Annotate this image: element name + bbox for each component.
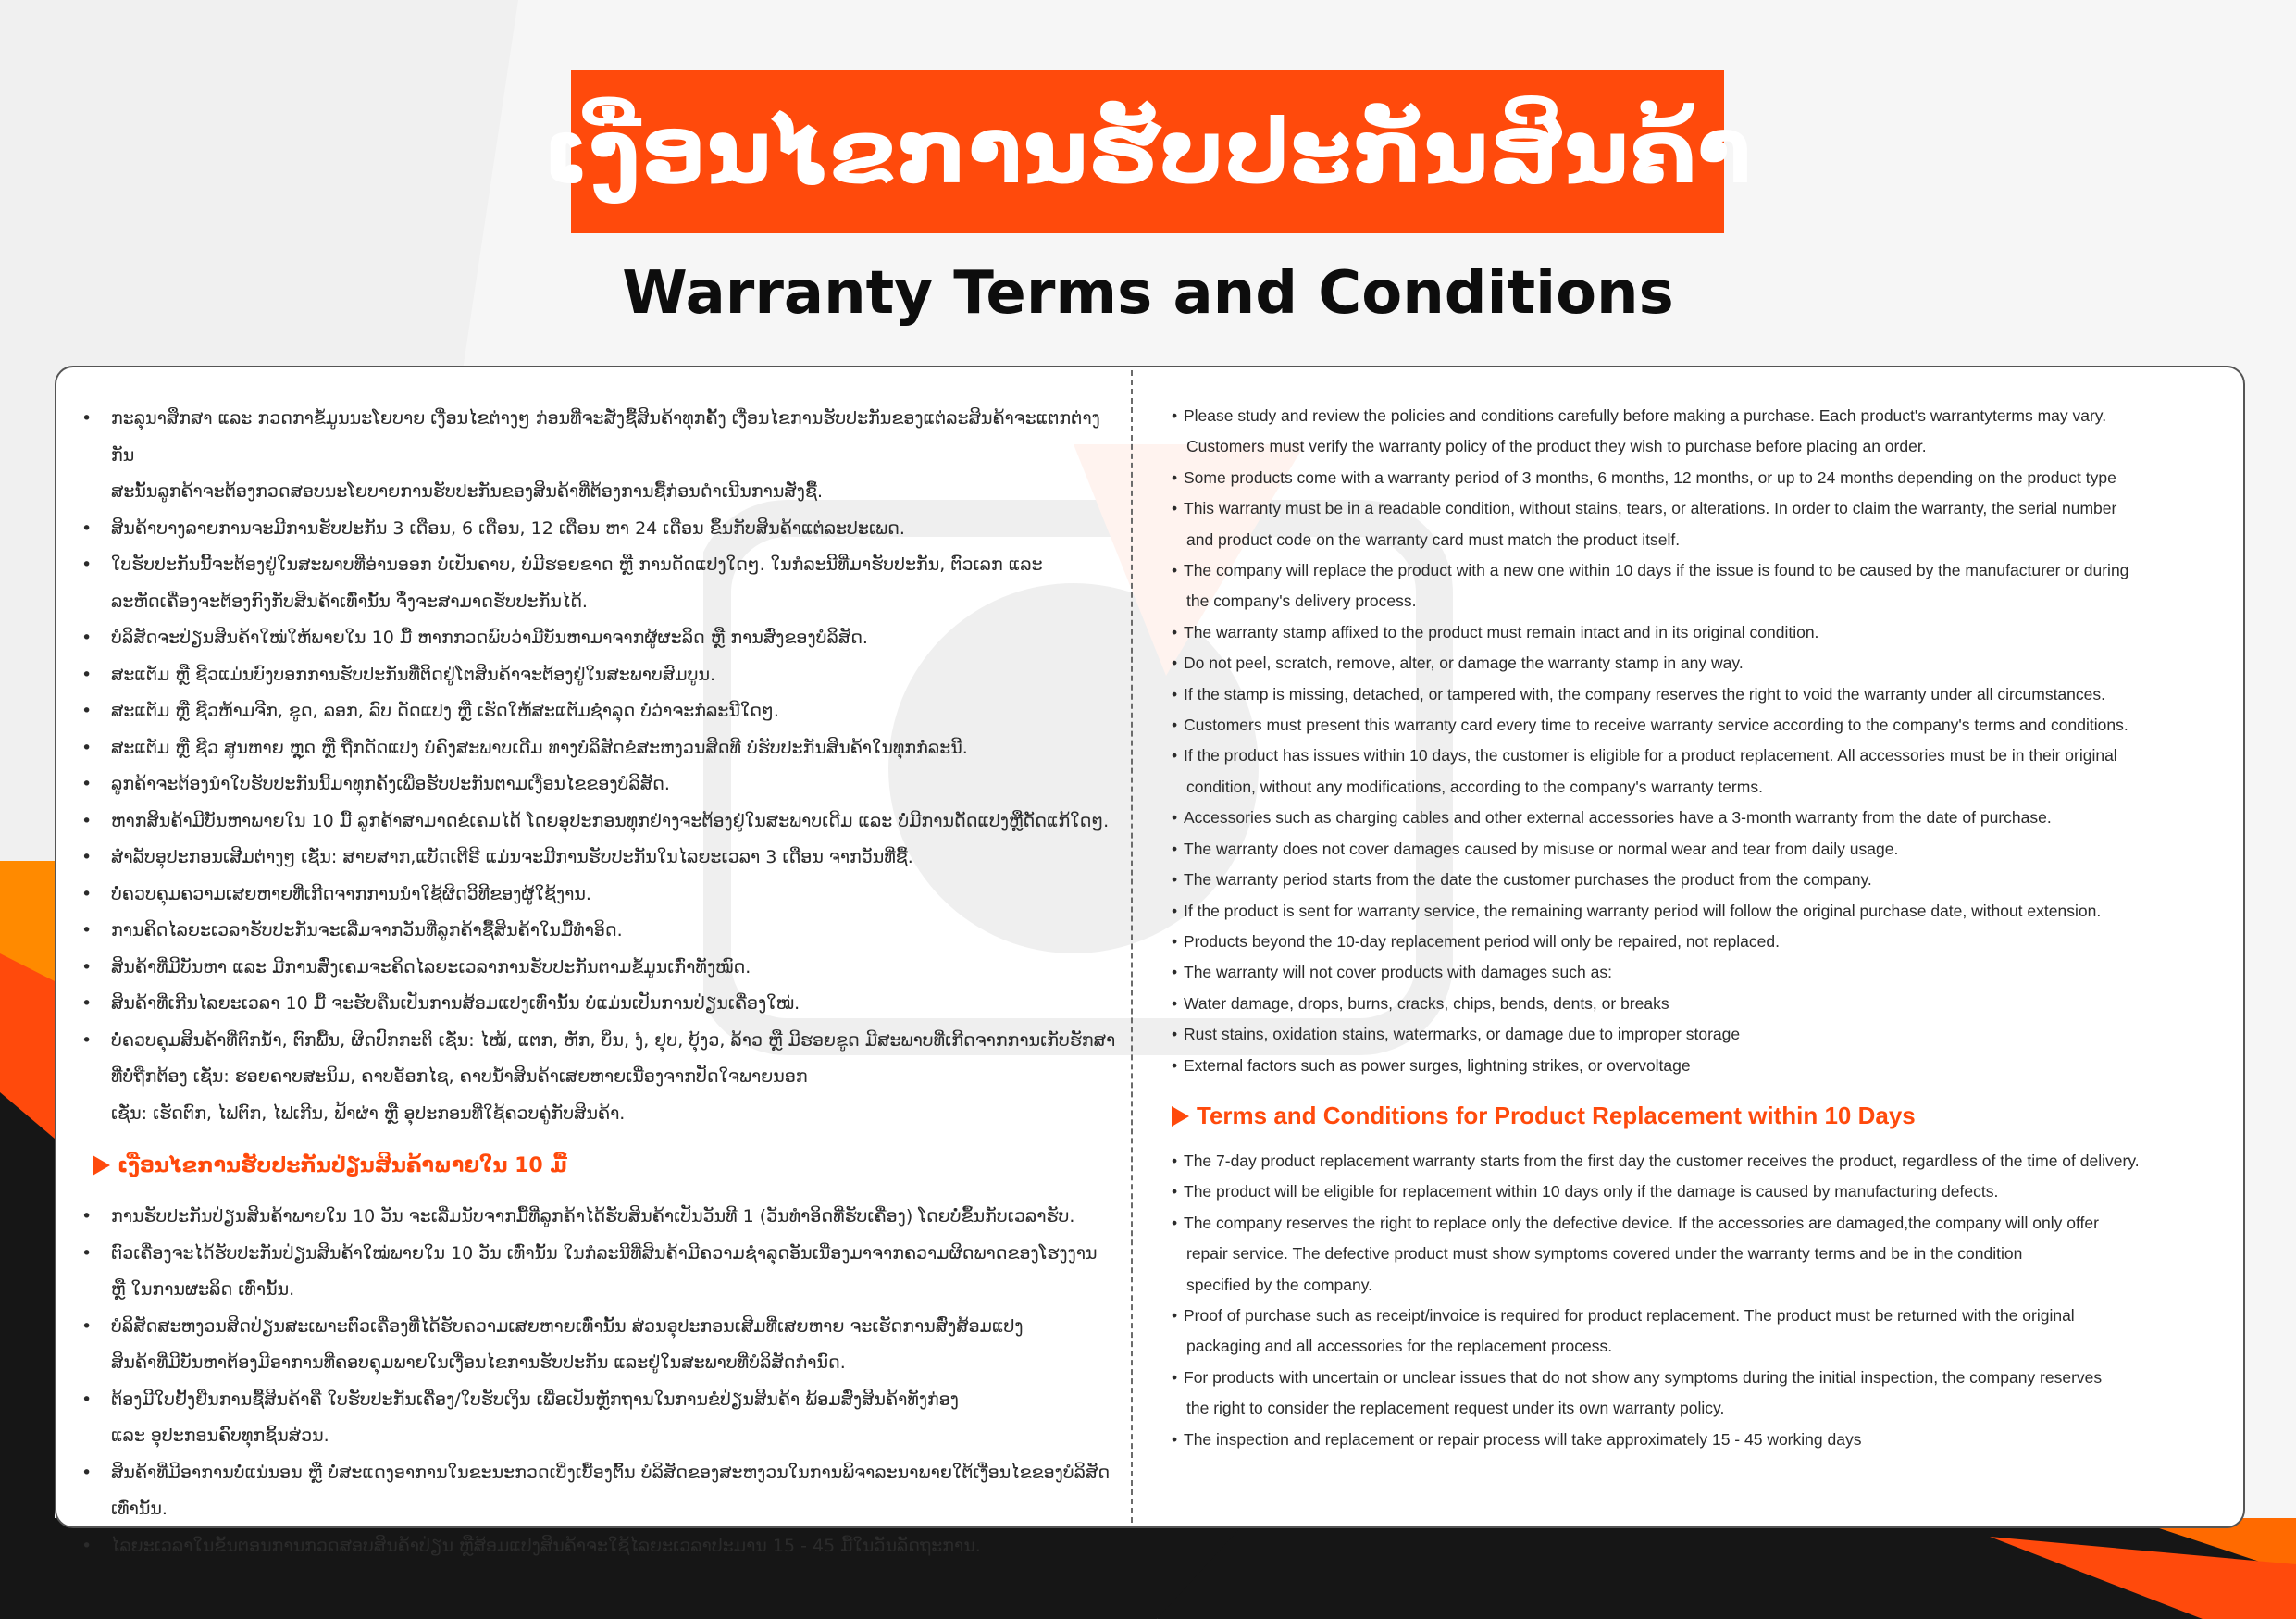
bullet-icon: • <box>81 701 93 721</box>
english-term-13-line: If the product is sent for warranty service, the remaining warranty period will follow the original purchase date, without extension. <box>1184 901 2102 920</box>
lao-replacement-term-3-line: ສິນຄ້າທີ່ມີບັນຫາຕ້ອງມີອາການທີ່ຄອບຄຸມພາຍໃນເງື່ອນໄຂການຮັບປະກັນ ແລະຢູ່ໃນສະພາບທີ່ບໍລິສັດກຳນົດ. <box>111 1352 846 1373</box>
english-term-12 <box>1172 865 2219 895</box>
lao-term-10 <box>80 840 1116 877</box>
bullet-icon: • <box>1172 1025 1178 1044</box>
bullet-icon: • <box>1172 1367 1178 1387</box>
bullet-icon: • <box>1172 622 1178 641</box>
lao-replacement-term-4-line: ແລະ ອຸປະກອນຄົບທຸກຊິ້ນສ່ວນ. <box>111 1426 329 1446</box>
lao-term-2-line: ສິນຄ້າບາງລາຍການຈະມີການຮັບປະກັນ 3 ເດືອນ, 6 ເດືອນ, 12 ເດືອນ ຫາ 24 ເດືອນ ຂຶ້ນກັບສິນຄ້າແຕ່ລະປະເພດ. <box>111 517 905 539</box>
lao-term-3 <box>80 547 1116 620</box>
lao-term-8 <box>80 766 1116 803</box>
lao-term-14-line: ສິນຄ້າທີ່ເກີນໄລຍະເວລາ 10 ມື້ ຈະຮັບຄືນເປັນການສ້ອມແປງເທົ່ານັ້ນ ບໍ່ແມ່ນເປັນການປ່ຽນເຄື່ອງໃໝ່. <box>111 993 800 1014</box>
lao-section-heading <box>80 1143 1116 1188</box>
english-replacement-term-5-line: For products with uncertain or unclear issues that do not show any symptoms during the initial inspection, the company reserves <box>1184 1367 2103 1387</box>
bullet-icon: • <box>81 408 93 429</box>
english-term-7-line: If the stamp is missing, detached, or tampered with, the company reserves the right to void the warranty under all circumstances. <box>1184 684 2106 704</box>
bullet-icon: • <box>81 1206 93 1227</box>
lao-replacement-term-3 <box>80 1309 1116 1382</box>
lao-replacement-term-6-line: ໄລຍະເວລາໃນຂັ້ນຕອນການກວດສອບສິນຄ້າປ່ຽນ ຫຼືສ້ອມແປງສິນຄ້າຈະໃຊ້ໄລຍະເວລາປະມານ 15 - 45 ມື້ໃນວັນລັດຖະການ. <box>111 1535 981 1556</box>
english-term-15 <box>1172 957 2219 988</box>
english-term-6-line: Do not peel, scratch, remove, alter, or damage the warranty stamp in any way. <box>1184 654 1744 673</box>
english-term-16-line: Water damage, drops, burns, cracks, chips, bends, dents, or breaks <box>1184 993 1669 1013</box>
bullet-icon: • <box>81 956 93 978</box>
triangle-bullet-icon <box>1172 1106 1189 1127</box>
bullet-icon: • <box>81 920 93 940</box>
lao-term-10-line: ສຳລັບອຸປະກອນເສີມຕ່າງໆ ເຊັ່ນ: ສາຍສາກ,ແບັດເຕີຣີ ແມ່ນຈະມີການຮັບປະກັນໃນໄລຍະເວລາ 3 ເດືອນ ຈາກວັນທີ່ຊື້. <box>111 847 913 867</box>
lao-replacement-term-4-line: ຕ້ອງມີໃບຢັ້ງຢືນການຊື້ສິນຄ້າຄື ໃບຮັບປະກັນເຄື່ອງ/ໃບຮັບເງິນ ເພື່ອເປັນຫຼັກຖານໃນການຂໍປ່ຽນສິນຄ້າ ພ້ອມສົ່ງສິນຄ້າທັງກ່ອງ <box>111 1389 959 1410</box>
bullet-icon: • <box>1172 901 1178 920</box>
english-term-1-line: Please study and review the policies and conditions carefully before making a purchase. Each product's warrantyterms may vary. <box>1184 406 2107 425</box>
bullet-icon: • <box>81 1242 93 1264</box>
bullet-icon: • <box>1172 406 1178 425</box>
lao-term-11-line: ບໍ່ຄວບຄຸມຄວາມເສຍຫາຍທີ່ເກີດຈາກການນຳໃຊ້ຜິດວິທີຂອງຜູ້ໃຊ້ງານ. <box>111 883 591 904</box>
english-term-18 <box>1172 1051 2219 1081</box>
lao-term-15-line: ເຊັ່ນ: ເຮັດຕົກ, ໄຟຕົກ, ໄຟເກີນ, ຟ້າຜ່າ ຫຼື ອຸປະກອນທີ່ໃຊ້ຄວບຄູ່ກັບສິນຄ້າ. <box>111 1102 626 1124</box>
bullet-icon: • <box>81 774 93 794</box>
lao-term-13-line: ສິນຄ້າທີ່ມີບັນຫາ ແລະ ມີການສົ່ງເຄມຈະຄິດໄລຍະເວລາການຮັບປະກັນຕາມຂໍ້ມູນເກົ່າທັງໝົດ. <box>111 956 751 978</box>
bullet-icon: • <box>1172 499 1178 518</box>
english-term-4 <box>1172 555 2219 617</box>
english-term-15-line: The warranty will not cover products with damages such as: <box>1184 963 1612 982</box>
lao-term-4-line: ບໍລິສັດຈະປ່ຽນສິນຄ້າໃໝ່ໃຫ້ພາຍໃນ 10 ມື້ ຫາກກວດພົບວ່າມີບັນຫາມາຈາກຜູ້ຜະລິດ ຫຼື ການສົ່ງຂອງບໍລິສັດ. <box>111 628 868 648</box>
lao-term-15 <box>80 1023 1116 1133</box>
english-term-13 <box>1172 896 2219 927</box>
english-term-2 <box>1172 463 2219 493</box>
bullet-icon: • <box>1172 654 1178 673</box>
lao-term-8-line: ລູກຄ້າຈະຕ້ອງນຳໃບຮັບປະກັນນີ້ມາທຸກຄັ້ງເພື່ອຮັບປະກັນຕາມເງື່ອນໄຂຂອງບໍລິສັດ. <box>111 774 670 794</box>
lao-term-4 <box>80 620 1116 657</box>
lao-term-5-line: ສະແຕັມ ຫຼື ຊີວແມ່ນບົງບອກການຮັບປະກັນທີ່ຕິດຢູ່ໂຕສິນຄ້າຈະຕ້ອງຢູ່ໃນສະພາບສົມບູນ. <box>111 664 716 685</box>
bullet-icon: • <box>1172 1305 1178 1325</box>
lao-term-5 <box>80 657 1116 694</box>
lao-term-11 <box>80 877 1116 914</box>
english-term-12-line: The warranty period starts from the date the customer purchases the product from the company. <box>1184 870 1872 890</box>
lao-term-6 <box>80 693 1116 730</box>
bullet-icon: • <box>1172 561 1178 580</box>
lao-term-15-line: ທີ່ບໍ່ຖືກຕ້ອງ ເຊັ່ນ: ຮອຍຄາບສະນິມ, ຄາບອັອກໄຊ, ຄາບນ້ຳສິນຄ້າເສຍຫາຍເນື່ອງຈາກປັດໃຈພາຍນອກ <box>111 1066 808 1087</box>
bullet-icon: • <box>81 1029 93 1051</box>
english-term-4-line: The company will replace the product with a new one within 10 days if the issue is found to be caused by the manufacturer or during <box>1184 561 2129 580</box>
english-term-4-line: the company's delivery process. <box>1186 592 1417 611</box>
bullet-icon: • <box>1172 746 1178 766</box>
english-term-17 <box>1172 1019 2219 1050</box>
bullet-icon: • <box>1172 839 1178 858</box>
lao-term-9 <box>80 803 1116 841</box>
lao-section-heading-text: ເງື່ອນໄຂການຮັບປະກັນປ່ຽນສິນຄ້າພາຍໃນ 10 ມື້ <box>118 1153 567 1177</box>
bullet-icon: • <box>1172 808 1178 828</box>
bullet-icon: • <box>1172 963 1178 982</box>
english-term-1 <box>1172 401 2219 463</box>
english-replacement-term-6 <box>1172 1425 2219 1455</box>
english-term-14-line: Products beyond the 10-day replacement period will only be repaired, not replaced. <box>1184 931 1780 951</box>
bullet-icon: • <box>1172 1055 1178 1075</box>
lao-replacement-term-3-line: ບໍລິສັດສະຫງວນສິດປ່ຽນສະເພາະຕົວເຄື່ອງທີ່ໄດ້ຮັບຄວາມເສຍຫາຍເທົ່ານັ້ນ ສ່ວນອຸປະກອນເສີມທີ່ເສຍຫາຍ ຈະເຮັດການສົ່ງສ້ອມແປງ <box>111 1315 1024 1337</box>
english-term-5 <box>1172 617 2219 648</box>
english-replacement-term-5 <box>1172 1363 2219 1425</box>
bullet-icon: • <box>81 1462 93 1483</box>
bullet-icon: • <box>81 1315 93 1337</box>
bullet-icon: • <box>1172 684 1178 704</box>
bullet-icon: • <box>1172 1429 1178 1449</box>
lao-term-1 <box>80 401 1116 511</box>
lao-term-12-line: ການຄິດໄລຍະເວລາຮັບປະກັນຈະເລີ່ມຈາກວັນທີ່ລູກຄ້າຊື້ສິນຄ້າໃນມື້ທຳອິດ. <box>111 920 623 940</box>
english-replacement-term-4 <box>1172 1301 2219 1363</box>
english-term-9 <box>1172 741 2219 803</box>
english-term-8-line: Customers must present this warranty card every time to receive warranty service according to the company's terms and conditions. <box>1184 716 2128 735</box>
triangle-bullet-icon <box>93 1155 110 1176</box>
column-divider <box>1131 370 1133 1523</box>
english-term-6 <box>1172 648 2219 679</box>
english-term-9-line: condition, without any modifications, according to the company's warranty terms. <box>1186 777 1763 796</box>
english-replacement-term-4-line: Proof of purchase such as receipt/invoice is required for product replacement. The product must be returned with the original <box>1184 1305 2075 1325</box>
bullet-icon: • <box>81 517 93 539</box>
english-term-3-line: and product code on the warranty card must match the product itself. <box>1186 529 1681 549</box>
english-term-17-line: Rust stains, oxidation stains, watermarks, or damage due to improper storage <box>1184 1025 1741 1044</box>
lao-term-15-line: ບໍ່ຄວບຄຸມສິນຄ້າທີ່ຕົກນ້ຳ, ຕົກພື້ນ, ຜິດປົກກະຕິ ເຊັ່ນ: ໄໝ້, ແຕກ, ຫັກ, ບິ່ນ, ງໍ, ຢຸບ, ບຸ້ງວ, ລ້າວ ຫຼື ມີຮອຍຂູດ ມີສະພາບທີ່ເກີດຈາກການເກັບຮັກສາ <box>111 1029 1116 1051</box>
bullet-icon: • <box>1172 1182 1178 1202</box>
english-replacement-term-1-line: The 7-day product replacement warranty starts from the first day the customer receives the product, regardless of the time of delivery. <box>1184 1151 2140 1170</box>
english-term-7 <box>1172 679 2219 710</box>
english-term-18-line: External factors such as power surges, lightning strikes, or overvoltage <box>1184 1055 1691 1075</box>
lao-term-6-line: ສະແຕັມ ຫຼື ຊີວຫ້າມຈີກ, ຂູດ, ລອກ, ລົບ ດັດແປງ ຫຼື ເຮັດໃຫ້ສະແຕັມຊຳລຸດ ບໍ່ວ່າຈະກໍລະນີໃດໆ. <box>111 701 779 721</box>
lao-term-13 <box>80 950 1116 987</box>
english-term-5-line: The warranty stamp affixed to the product must remain intact and in its original condition. <box>1184 622 1819 641</box>
english-replacement-term-5-line: the right to consider the replacement request under its own warranty policy. <box>1186 1399 1725 1418</box>
english-section-heading-text: Terms and Conditions for Product Replacement within 10 Days <box>1197 1102 1916 1130</box>
english-replacement-term-3-line: repair service. The defective product must show symptoms covered under the warranty terms and be in the condition <box>1186 1244 2023 1264</box>
english-section-heading <box>1172 1094 2219 1139</box>
english-term-2-line: Some products come with a warranty period of 3 months, 6 months, 12 months, or up to 24 months depending on the product type <box>1184 467 2116 487</box>
english-term-8 <box>1172 710 2219 741</box>
bullet-icon: • <box>1172 1151 1178 1170</box>
english-replacement-term-6-line: The inspection and replacement or repair process will take approximately 15 - 45 working days <box>1184 1429 1862 1449</box>
bullet-icon: • <box>1172 931 1178 951</box>
bullet-icon: • <box>81 993 93 1014</box>
bullet-icon: • <box>1172 993 1178 1013</box>
english-replacement-term-4-line: packaging and all accessories for the replacement process. <box>1186 1337 1613 1356</box>
lao-term-12 <box>80 913 1116 950</box>
lao-term-14 <box>80 986 1116 1023</box>
lao-term-1-line: ກະລຸນາສຶກສາ ແລະ ກວດກາຂໍ້ມູນນະໂຍບາຍ ເງື່ອນໄຂຕ່າງໆ ກ່ອນທີ່ຈະສັ່ງຊື້ສິນຄ້າທຸກຄັ້ງ ເງື່ອນໄຂການຮັບປະກັນຂອງແຕ່ລະສິນຄ້າຈະແຕກຕ່າງກັນ <box>111 408 1100 466</box>
english-term-11-line: The warranty does not cover damages caused by misuse or normal wear and tear from daily usage. <box>1184 839 1899 858</box>
english-replacement-term-3-line: specified by the company. <box>1186 1275 1373 1294</box>
page-title-english: Warranty Terms and Conditions <box>622 259 1674 328</box>
lao-term-3-line: ໃບຮັບປະກັນນີ້ຈະຕ້ອງຢູ່ໃນສະພາບທີ່ອ່ານອອກ ບໍ່ເປັນຄາບ, ບໍ່ມີຮອຍຂາດ ຫຼື ການດັດແປງໃດໆ. ໃນກໍລະນີທີ່ມາຮັບປະກັນ, ຕົວເລກ ແລະ <box>111 554 1043 575</box>
bullet-icon: • <box>81 1535 93 1556</box>
bullet-icon: • <box>81 628 93 648</box>
lao-replacement-term-5 <box>80 1455 1116 1528</box>
english-replacement-term-3 <box>1172 1208 2219 1301</box>
lao-replacement-term-6 <box>80 1528 1116 1565</box>
bullet-icon: • <box>1172 870 1178 890</box>
bullet-icon: • <box>81 554 93 575</box>
lao-replacement-term-2 <box>80 1236 1116 1309</box>
lao-term-9-line: ຫາກສິນຄ້າມີບັນຫາພາຍໃນ 10 ມື້ ລູກຄ້າສາມາດຂໍເຄມໄດ້ ໂດຍອຸປະກອນທຸກຢ່າງຈະຕ້ອງຢູ່ໃນສະພາບເດີມ ແລະ ບໍ່ມີການດັດແປງຫຼືດັດແກ້ໃດໆ. <box>111 810 1110 831</box>
lao-replacement-term-5-line: ສິນຄ້າທີ່ມີອາການບໍ່ແນ່ນອນ ຫຼື ບໍ່ສະແດງອາການໃນຂະນະກວດເບິ່ງເບື້ອງຕົ້ນ ບໍລິສັດຂອງສະຫງວນໃນການພິຈາລະນາພາຍໃຕ້ເງື່ອນໄຂຂອງບໍລິສັດເທົ່ານັ້ນ. <box>111 1462 1111 1519</box>
english-term-16 <box>1172 989 2219 1019</box>
bullet-icon: • <box>1172 1213 1178 1232</box>
lao-term-1-line: ສະນັ້ນລູກຄ້າຈະຕ້ອງກວດສອບນະໂຍບາຍການຮັບປະກັນຂອງສິນຄ້າທີ່ຕ້ອງການຊື້ກ່ອນດຳເນີນການສັ່ງຊື້. <box>111 481 823 502</box>
lao-term-7 <box>80 730 1116 767</box>
bullet-icon: • <box>81 883 93 904</box>
lao-terms-column <box>80 401 1116 1564</box>
english-term-3 <box>1172 493 2219 555</box>
english-term-9-line: If the product has issues within 10 days, the customer is eligible for a product replacement. All accessories must be in their original <box>1184 746 2117 766</box>
english-terms-column <box>1172 401 2219 1455</box>
english-replacement-term-1 <box>1172 1146 2219 1177</box>
english-term-14 <box>1172 927 2219 957</box>
lao-term-3-line: ລະຫັດເຄື່ອງຈະຕ້ອງກົງກັບສິນຄ້າເທົ່ານັ້ນ ຈຶ່ງຈະສາມາດຮັບປະກັນໄດ້. <box>111 591 588 612</box>
english-term-10-line: Accessories such as charging cables and other external accessories have a 3-month warranty from the date of purchase. <box>1184 808 2052 828</box>
bullet-icon: • <box>81 1389 93 1410</box>
bullet-icon: • <box>1172 716 1178 735</box>
lao-replacement-term-1 <box>80 1199 1116 1236</box>
english-term-11 <box>1172 834 2219 865</box>
bullet-icon: • <box>1172 467 1178 487</box>
lao-term-7-line: ສະແຕັມ ຫຼື ຊີວ ສູນຫາຍ ຫຼຸດ ຫຼື ຖືກດັດແປງ ບໍ່ຄົງສະພາບເດີມ ທາງບໍລິສັດຂໍສະຫງວນສິດທີ ບໍ່ຮັບປະກັນສິນຄ້າໃນທຸກກໍລະນີ. <box>111 737 968 758</box>
bullet-icon: • <box>81 737 93 758</box>
english-replacement-term-2-line: The product will be eligible for replacement within 10 days only if the damage is caused by manufacturing defects. <box>1184 1182 1999 1202</box>
bullet-icon: • <box>81 664 93 685</box>
english-term-1-line: Customers must verify the warranty policy of the product they wish to purchase before placing an order. <box>1186 437 1927 456</box>
lao-replacement-term-1-line: ການຮັບປະກັນປ່ຽນສິນຄ້າພາຍໃນ 10 ວັນ ຈະເລີ່ມນັບຈາກມື້ທີ່ລູກຄ້າໄດ້ຮັບສິນຄ້າເປັນວັນທີ 1 (ວັນທຳອິດທີ່ຮັບເຄື່ອງ) ໂດຍບໍ່ຂຶ້ນກັບເວລາຮັບ. <box>111 1206 1075 1227</box>
english-replacement-term-2 <box>1172 1177 2219 1207</box>
lao-replacement-term-4 <box>80 1382 1116 1455</box>
english-term-10 <box>1172 803 2219 833</box>
english-term-3-line: This warranty must be in a readable condition, without stains, tears, or alterations. In order to claim the warranty, the serial number <box>1184 499 2117 518</box>
page-title-lao: ເງື່ອນໄຂການຮັບປະກັນສິນຄ້າ <box>571 70 1724 233</box>
lao-replacement-term-2-line: ຕົວເຄື່ອງຈະໄດ້ຮັບປະກັນປ່ຽນສິນຄ້າໃໝ່ພາຍໃນ 10 ວັນ ເທົ່ານັ້ນ ໃນກໍລະນີທີ່ສິນຄ້າມີຄວາມຊຳລຸດອັນເນື່ອງມາຈາກຄວາມຜິດພາດຂອງໂຮງງານ <box>111 1242 1098 1264</box>
lao-term-2 <box>80 511 1116 548</box>
bullet-icon: • <box>81 810 93 831</box>
lao-replacement-term-2-line: ຫຼື ໃນການຜະລິດ ເທົ່ານັ້ນ. <box>111 1279 295 1300</box>
english-replacement-term-3-line: The company reserves the right to replace only the defective device. If the accessories are damaged,the company will only offer <box>1184 1213 2099 1232</box>
bullet-icon: • <box>81 847 93 867</box>
